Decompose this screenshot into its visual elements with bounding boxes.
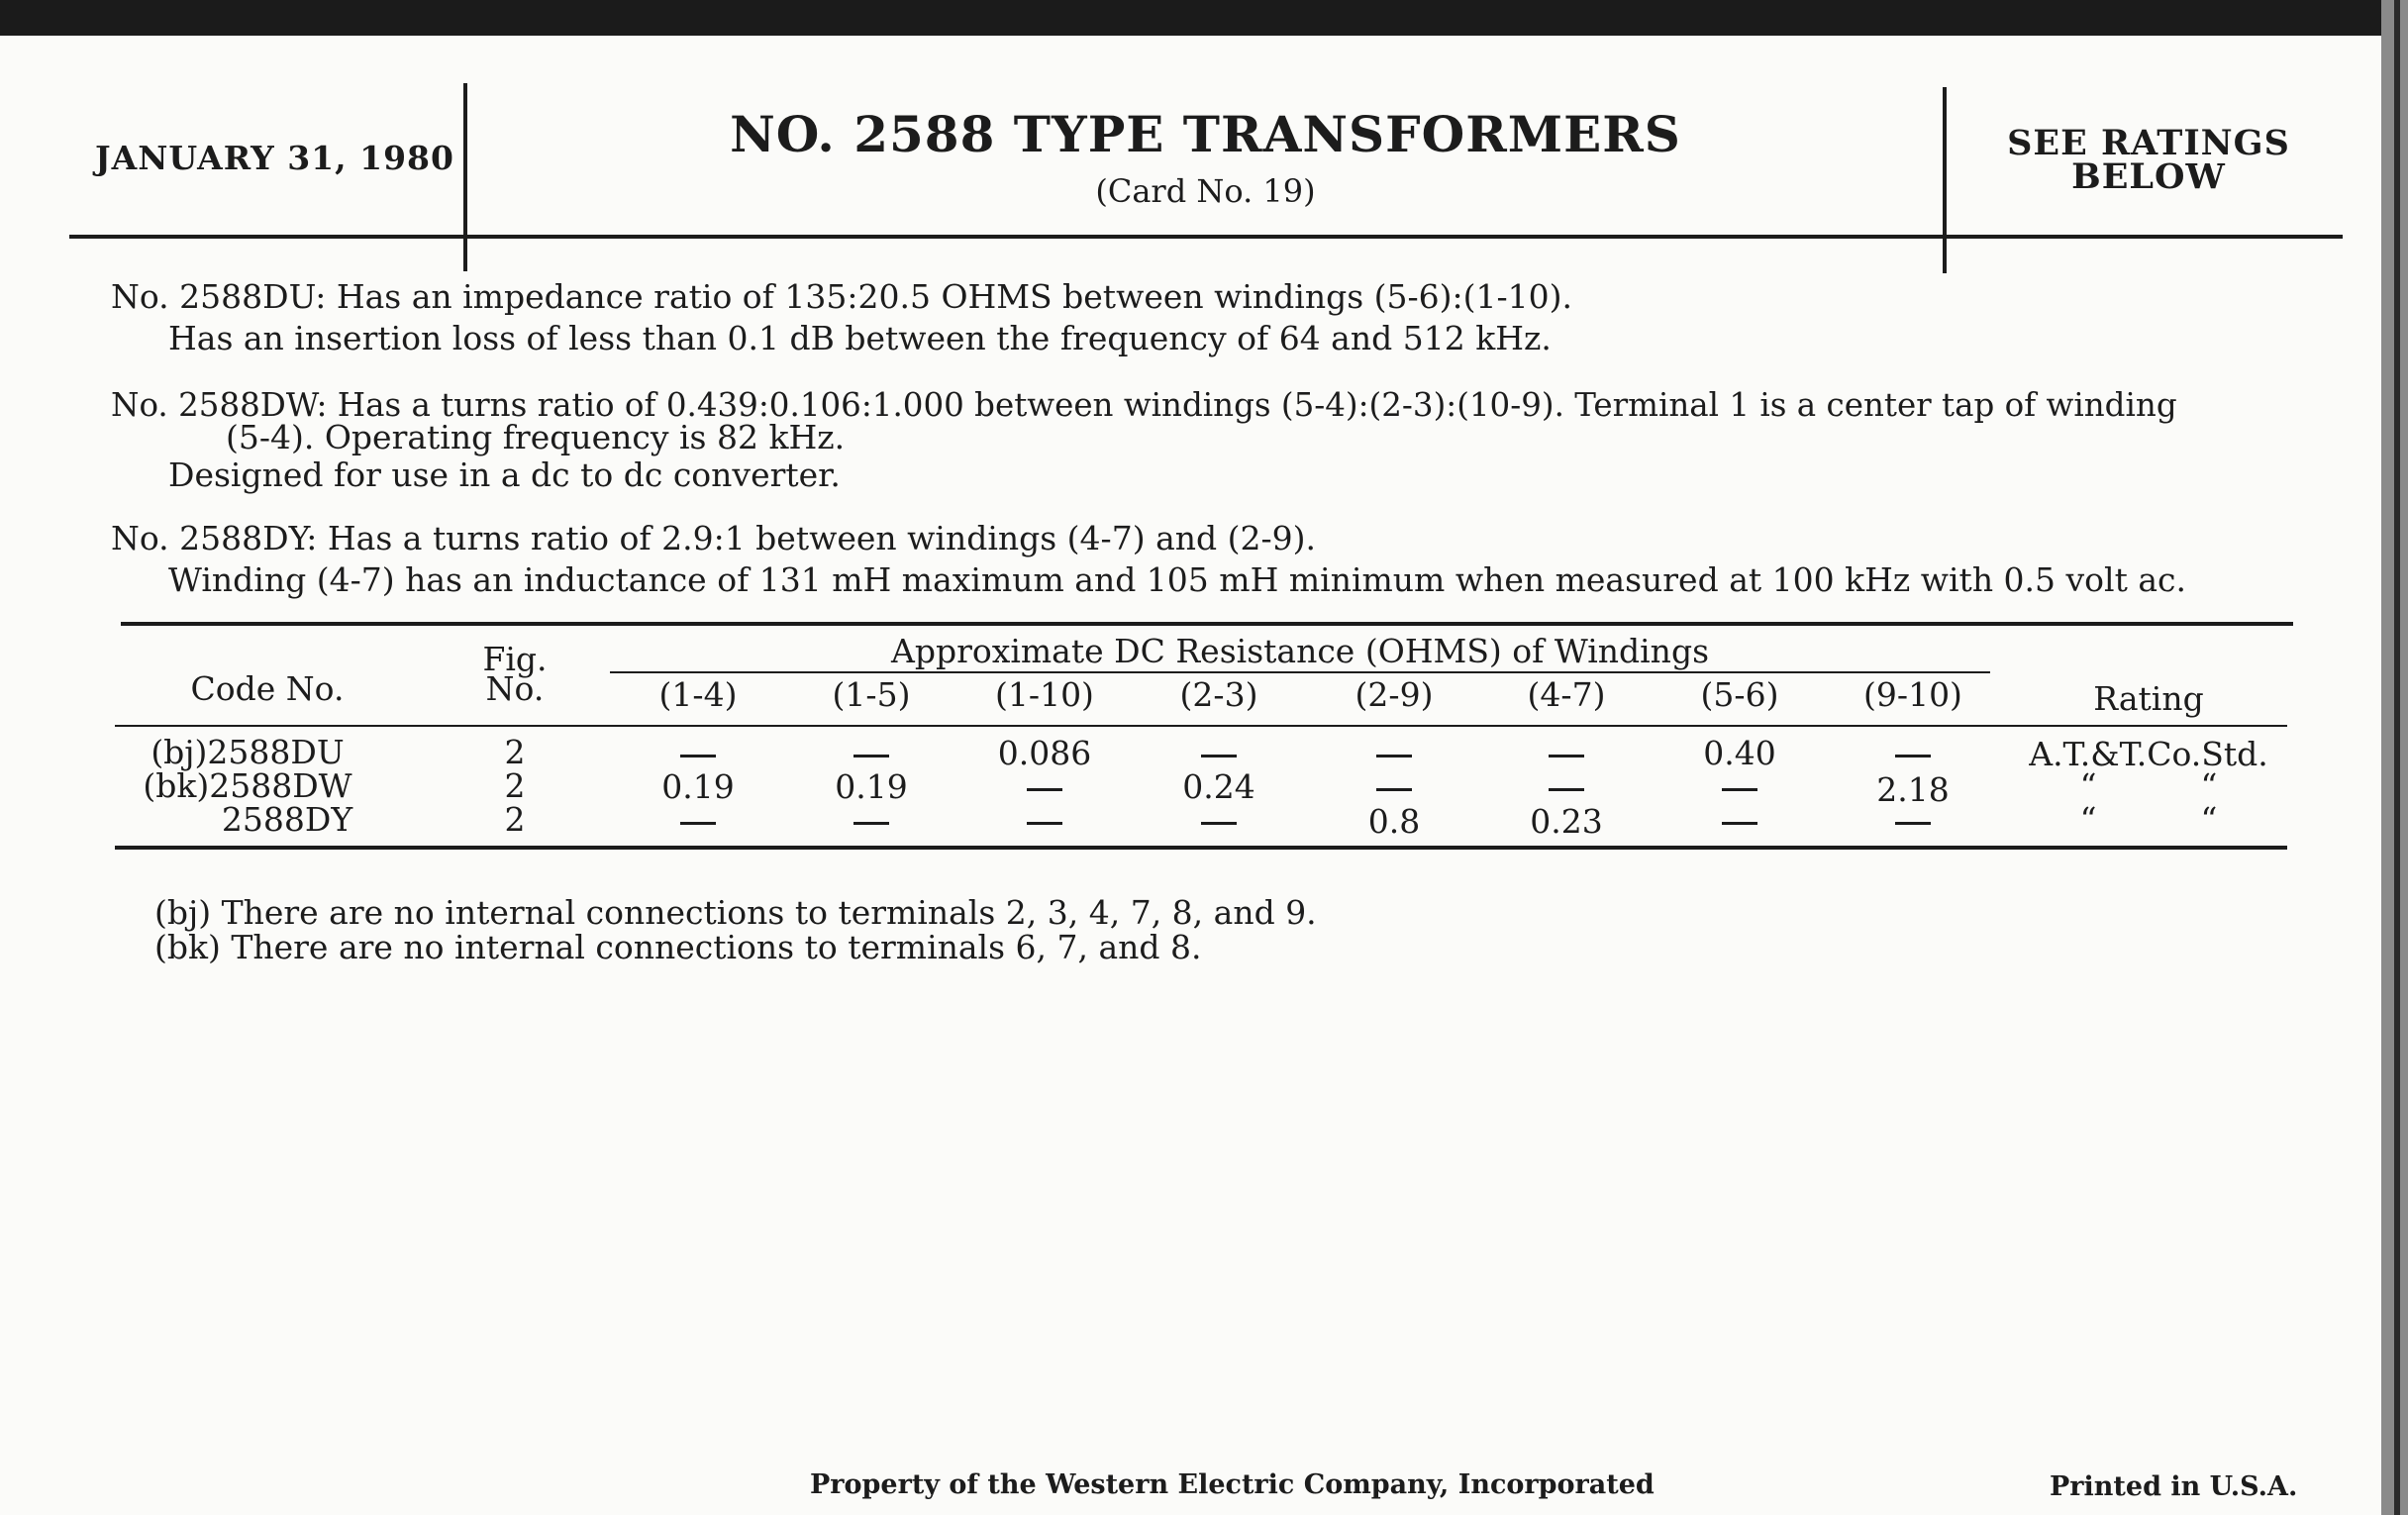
- col-header-resistance-group: Approximate DC Resistance (OHMS) of Windings: [891, 632, 1709, 670]
- col-header-2-9: (2-9): [1354, 675, 1434, 714]
- desc-2588dy-line2: Winding (4-7) has an inductance of 131 mH maximum and 105 mH minimum when measured at 100 kHz with 0.5 volt ac.: [168, 560, 2186, 599]
- footer-printed: Printed in U.S.A.: [2050, 1471, 2298, 1502]
- row1-val-9-10: [1895, 755, 1931, 758]
- table-header-rule: [115, 725, 2287, 727]
- row2-val-9-10: 2.18: [1876, 770, 1950, 809]
- desc-2588dw-line3: Designed for use in a dc to dc converter.: [168, 455, 841, 494]
- row1-val-1-10: 0.086: [997, 734, 1092, 772]
- row3-val-9-10: [1895, 822, 1931, 825]
- row2-val-5-6: [1722, 788, 1757, 791]
- card-title: NO. 2588 TYPE TRANSFORMERS: [730, 105, 1681, 163]
- card-subtitle: (Card No. 19): [1095, 172, 1316, 210]
- col-header-2-3: (2-3): [1179, 675, 1258, 714]
- group-header-rule: [610, 671, 1990, 673]
- row3-val-2-9: 0.8: [1367, 802, 1421, 841]
- desc-2588du-line1: No. 2588DU: Has an impedance ratio of 135:20.5 OHMS between windings (5-6):(1-10).: [111, 277, 1573, 316]
- row2-val-1-5: 0.19: [835, 767, 908, 806]
- row3-val-5-6: [1722, 822, 1757, 825]
- row1-val-1-4: [680, 755, 716, 758]
- row2-code: (bk)2588DW: [143, 766, 352, 805]
- row2-rating-ditto: “ “: [2079, 766, 2218, 805]
- row1-val-2-9: [1376, 755, 1412, 758]
- row2-val-4-7: [1549, 788, 1584, 791]
- row3-val-1-10: [1027, 822, 1062, 825]
- row1-code: (bj)2588DU: [150, 733, 345, 771]
- row2-val-2-3: 0.24: [1182, 767, 1255, 806]
- row1-fig: 2: [504, 733, 526, 771]
- footnote-bj: (bj) There are no internal connections to terminals 2, 3, 4, 7, 8, and 9.: [154, 893, 1317, 932]
- desc-2588du-line2: Has an insertion loss of less than 0.1 dB between the frequency of 64 and 512 kHz.: [168, 319, 1552, 357]
- row1-val-2-3: [1201, 755, 1237, 758]
- col-header-1-10: (1-10): [995, 675, 1094, 714]
- col-header-5-6: (5-6): [1700, 675, 1779, 714]
- col-header-fig-1: Fig.: [482, 640, 548, 678]
- footer-property: Property of the Western Electric Company, Incorporated: [810, 1469, 1655, 1500]
- desc-2588dy-line1: No. 2588DY: Has a turns ratio of 2.9:1 between windings (4-7) and (2-9).: [111, 519, 1316, 557]
- row2-val-2-9: [1376, 788, 1412, 791]
- row3-rating-ditto: “ “: [2079, 800, 2218, 839]
- row2-val-1-10: [1027, 788, 1062, 791]
- row2-fig: 2: [504, 766, 526, 805]
- row3-val-4-7: 0.23: [1530, 802, 1603, 841]
- col-header-4-7: (4-7): [1527, 675, 1606, 714]
- see-ratings-line2: BELOW: [2071, 156, 2226, 197]
- row1-rating: A.T.&T.Co.Std.: [2029, 735, 2268, 773]
- row1-val-4-7: [1549, 755, 1584, 758]
- row1-val-1-5: [853, 755, 889, 758]
- col-header-1-4: (1-4): [658, 675, 738, 714]
- row2-val-1-4: 0.19: [661, 767, 735, 806]
- desc-2588dw-line2: (5-4). Operating frequency is 82 kHz.: [226, 418, 846, 456]
- row3-code: 2588DY: [221, 800, 353, 839]
- see-ratings-note: [1946, 123, 2352, 197]
- table-bottom-rule: [115, 846, 2287, 850]
- footnote-bk: (bk) There are no internal connections to terminals 6, 7, and 8.: [154, 928, 1202, 966]
- see-ratings-line1: SEE RATINGS: [2007, 123, 2290, 163]
- row1-val-5-6: 0.40: [1703, 734, 1776, 772]
- table-top-rule: [121, 622, 2293, 626]
- desc-2588dw-line1: No. 2588DW: Has a turns ratio of 0.439:0.106:1.000 between windings (5-4):(2-3):(10-9). Terminal 1 is a center tap of winding: [111, 386, 2177, 424]
- col-header-1-5: (1-5): [832, 675, 911, 714]
- header-rule: [69, 235, 2343, 239]
- row3-fig: 2: [504, 800, 526, 839]
- card-edge-dark: [2394, 0, 2400, 1515]
- col-header-code: Code No.: [190, 669, 345, 708]
- col-header-9-10: (9-10): [1863, 675, 1962, 714]
- row3-val-1-4: [680, 822, 716, 825]
- col-header-fig-2: No.: [485, 669, 545, 708]
- catalog-card: [0, 36, 2381, 1515]
- row3-val-2-3: [1201, 822, 1237, 825]
- row3-val-1-5: [853, 822, 889, 825]
- col-header-rating: Rating: [2093, 679, 2204, 718]
- card-date: JANUARY 31, 1980: [95, 139, 454, 177]
